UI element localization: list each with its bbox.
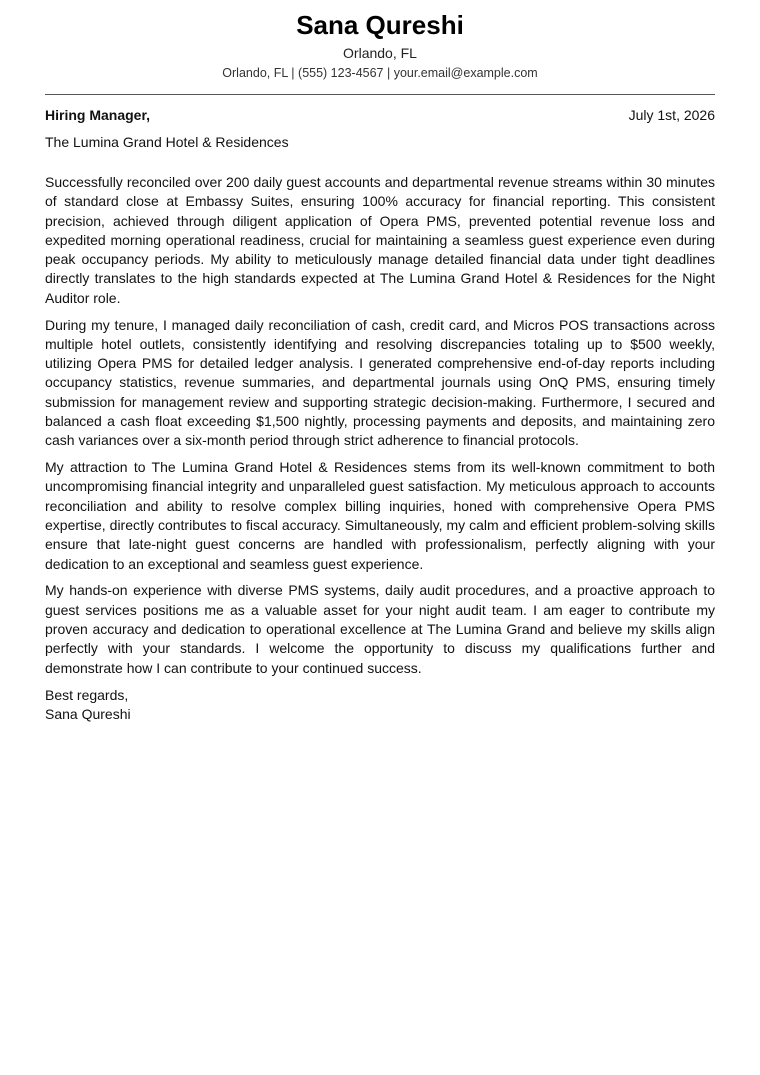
signature-name: Sana Qureshi	[45, 706, 131, 723]
letter-closing	[45, 686, 715, 725]
body-paragraph: Successfully reconciled over 200 daily guest accounts and departmental revenue streams within 30 minutes of standard close at Embassy Suites, ensuring 100% accuracy for financial reporting. This consistent precision, achieved through diligent application of Opera PMS, prevented potential revenue loss and expedited morning operational readiness, crucial for maintaining a seamless guest experience even during peak occupancy periods. My ability to meticulously manage detailed financial data under tight deadlines directly translates to the high standards expected at The Lumina Grand Hotel & Residences for the Night Auditor role.	[45, 174, 715, 306]
body-paragraph: My hands-on experience with diverse PMS systems, daily audit procedures, and a proactive approach to guest services positions me as a valuable asset for your night audit team. I am eager to contribute my proven accuracy and dedication to operational excellence at The Lumina Grand and believe my skills align perfectly with your standards. I welcome the opportunity to discuss my qualifications further and demonstrate how I can contribute to your continued success.	[45, 582, 715, 676]
salutation: Hiring Manager,	[45, 107, 151, 123]
letter-date: July 1st, 2026	[628, 107, 715, 123]
letter-header	[45, 0, 715, 81]
recipient-company: The Lumina Grand Hotel & Residences	[45, 134, 289, 150]
recipient-row	[45, 106, 715, 124]
sign-off: Best regards,	[45, 686, 129, 703]
applicant-name: Sana Qureshi	[296, 10, 464, 40]
body-paragraph: During my tenure, I managed daily reconciliation of cash, credit card, and Micros POS transactions across multiple hotel outlets, consistently identifying and resolving discrepancies totaling up to $500 weekly, utilizing Opera PMS for detailed ledger analysis. I generated comprehensive end-of-day reports including occupancy statistics, revenue summaries, and departmental journals using OnQ PMS, ensuring timely submission for management review and supporting strategic decision-making. Furthermore, I secured and balanced a cash float exceeding $1,500 nightly, processing payments and deposits, and maintaining zero cash variances over a six-month period through strict adherence to financial protocols.	[45, 316, 715, 449]
body-paragraph: My attraction to The Lumina Grand Hotel & Residences stems from its well-known commitment to both uncompromising financial integrity and unparalleled guest satisfaction. My meticulous approach to accounts reconciliation and ability to resolve complex billing inquiries, honed with comprehensive Opera PMS expertise, directly contributes to fiscal accuracy. Simultaneously, my calm and efficient problem-solving skills ensure that late-night guest concerns are handled with professionalism, perfectly aligning with your dedication to an exceptional and seamless guest experience.	[45, 459, 715, 572]
applicant-contact: Orlando, FL | (555) 123-4567 | your.email@example.com	[222, 66, 538, 80]
applicant-location: Orlando, FL	[343, 45, 417, 61]
header-divider	[45, 94, 715, 95]
letter-body	[45, 173, 715, 678]
